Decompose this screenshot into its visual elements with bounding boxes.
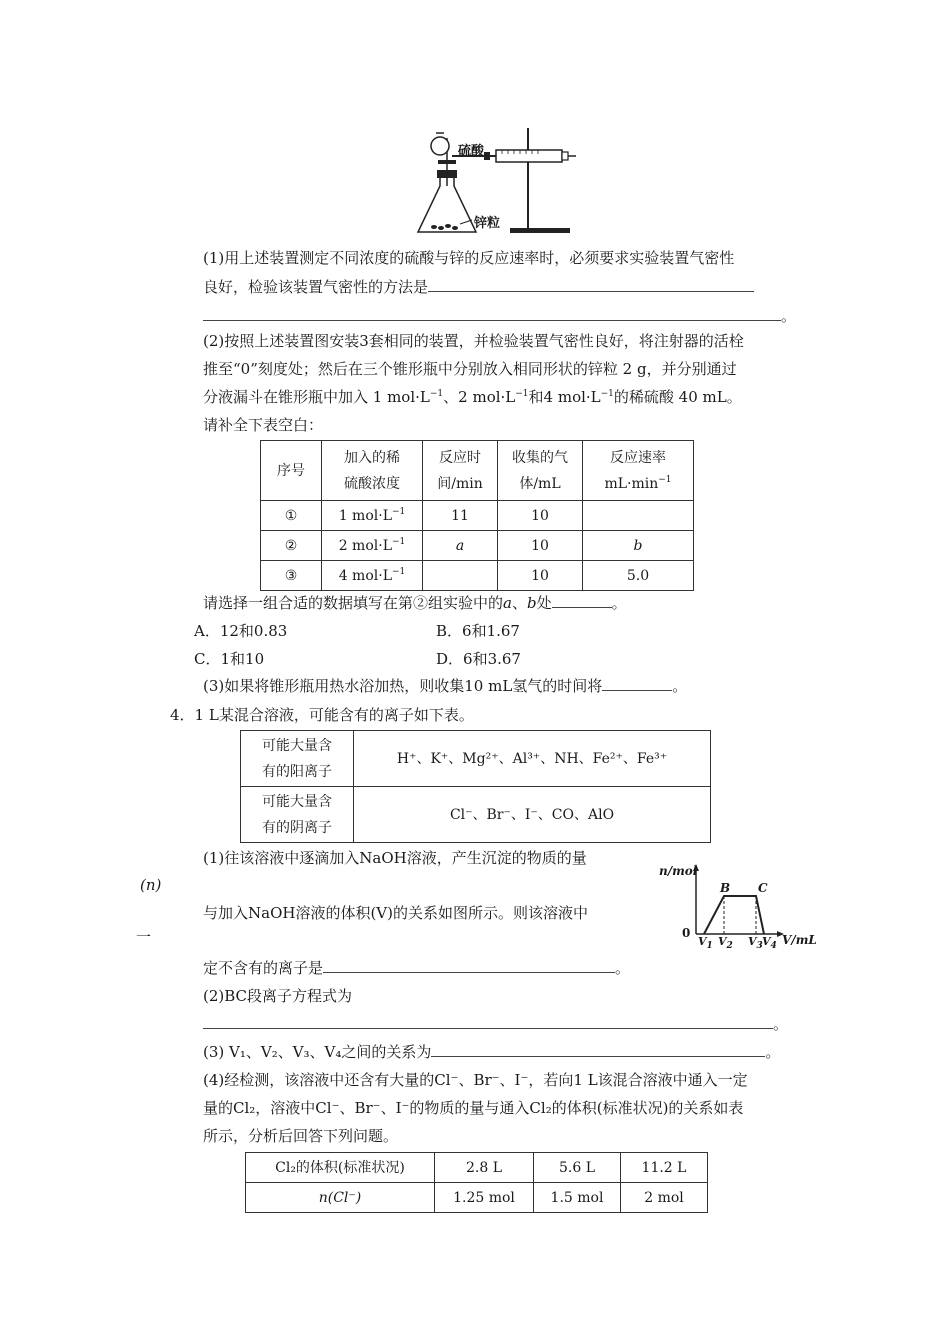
graph-tick-v3: $V_3$ [748,935,763,951]
label-sulfuric-acid: 硫酸 [458,144,485,159]
q4-p2: (2)BC段离子方程式为 [203,987,353,1005]
graph-tick-v4: $V_4$ [762,935,777,951]
separatory-funnel [431,137,449,155]
table-row: ① 1 $mol\cdot L^{-1}$ 11 10 [261,501,694,531]
graph-origin: 0 [682,926,691,940]
q4-p4-line2: 量的Cl₂，溶液中Cl⁻、Br⁻、I⁻的物质的量与通入Cl₂的体积(标准状况)的关系如表 [203,1099,744,1117]
graph-y-label: n/mol [659,864,698,878]
q4-p4-line3: 所示，分析后回答下列问题。 [203,1127,399,1145]
cl-th-volume: Cl₂的体积(标准状况) [246,1153,435,1183]
graph-point-b: B [720,881,731,895]
option-b[interactable]: B．6和1.67 [436,622,520,640]
q2-select: 请选择一组合适的数据填写在第②组实验中的a、b处 。 [203,594,627,612]
q4-p1-line1: (1)往该溶液中逐滴加入NaOH溶液，产生沉淀的物质的量 [203,849,587,867]
q1-line1: (1)用上述装置测定不同浓度的硫酸与锌的反应速率时，必须要求实验装置气密性 [203,249,735,267]
chlorine-table: Cl₂的体积(标准状况) 2.8 L 5.6 L 11.2 L n(Cl⁻) 1.25 mol 1.5 mol 2 mol [245,1152,708,1213]
option-a[interactable]: A．12和0.83 [194,622,288,640]
stand-base [510,228,570,233]
th-volume: 收集的气 体/mL [498,441,583,501]
th-time: 反应时 间/min [423,441,498,501]
q4-p4-line1: (4)经检测，该溶液中还含有大量的Cl⁻、Br⁻、I⁻，若向1 L该混合溶液中通入一定 [203,1071,748,1089]
q4-p1-n: (n) [140,876,162,894]
q4-p1-dash: 一 [136,928,152,946]
option-d[interactable]: D．6和3.67 [436,650,521,668]
syringe [496,150,562,162]
q2-line4: 请补全下表空白： [203,416,324,434]
label-zinc: 锌粒 [474,216,501,231]
q4-p3: (3) V₁、V₂、V₃、V₄之间的关系为 。 [203,1043,781,1061]
graph-tick-v2: $V_2$ [718,935,733,951]
ion-table [240,730,711,843]
th-rate: 反应速率 $mL\cdot\min^{-1}$ [583,441,694,501]
rate-table [260,440,694,591]
table-row: n(Cl⁻) 1.25 mol 1.5 mol 2 mol [246,1183,708,1213]
q4-p1-line2: 与加入NaOH溶液的体积(V)的关系如图所示。则该溶液中 [203,904,588,922]
q1-line3: 。 [203,306,796,326]
q4-p2-blank: 。 [203,1014,788,1034]
graph-x-label: V/mL [782,933,817,947]
graph-point-c: C [758,881,768,895]
q4-p1-line3: 定不含有的离子是 。 [203,959,631,977]
cation-list: H⁺、K⁺、Mg²⁺、Al³⁺、NH、Fe²⁺、Fe³⁺ [354,731,711,787]
graph-tick-v1: $V_1$ [698,935,713,951]
cation-label: 可能大量含 有的阳离子 [241,731,354,787]
curve [704,896,764,934]
q4-intro: 4．1 L某混合溶液，可能含有的离子如下表。 [170,706,474,724]
q2-line1: (2)按照上述装置图安装3套相同的装置，并检验装置气密性良好，将注射器的活栓 [203,332,744,350]
table-row: ③ 4 $mol\cdot L^{-1}$ 10 5.0 [261,561,694,591]
table-row: ② 2 $mol\cdot L^{-1}$ a 10 b [261,531,694,561]
q1-line2: 良好，检验该装置气密性的方法是 [203,277,754,297]
q3-line: (3)如果将锥形瓶用热水浴加热，则收集10 mL氢气的时间将 。 [203,677,688,695]
th-concentration: 加入的稀 硫酸浓度 [322,441,423,501]
q2-line3: 分液漏斗在锥形瓶中加入 1 $mol\cdot L^{-1}$、2 $mol\cdot L^{-1}$和4 $mol\cdot L^{-1}$的稀硫酸 40 mL。 [203,388,742,406]
th-index: 序号 [261,441,322,501]
anion-label: 可能大量含 有的阴离子 [241,787,354,843]
option-c[interactable]: C．1和10 [194,650,265,668]
q2-line2: 推至“0”刻度处；然后在三个锥形瓶中分别放入相同形状的锌粒 2 g，并分别通过 [203,360,737,378]
anion-list: Cl⁻、Br⁻、I⁻、CO、AlO [354,787,711,843]
